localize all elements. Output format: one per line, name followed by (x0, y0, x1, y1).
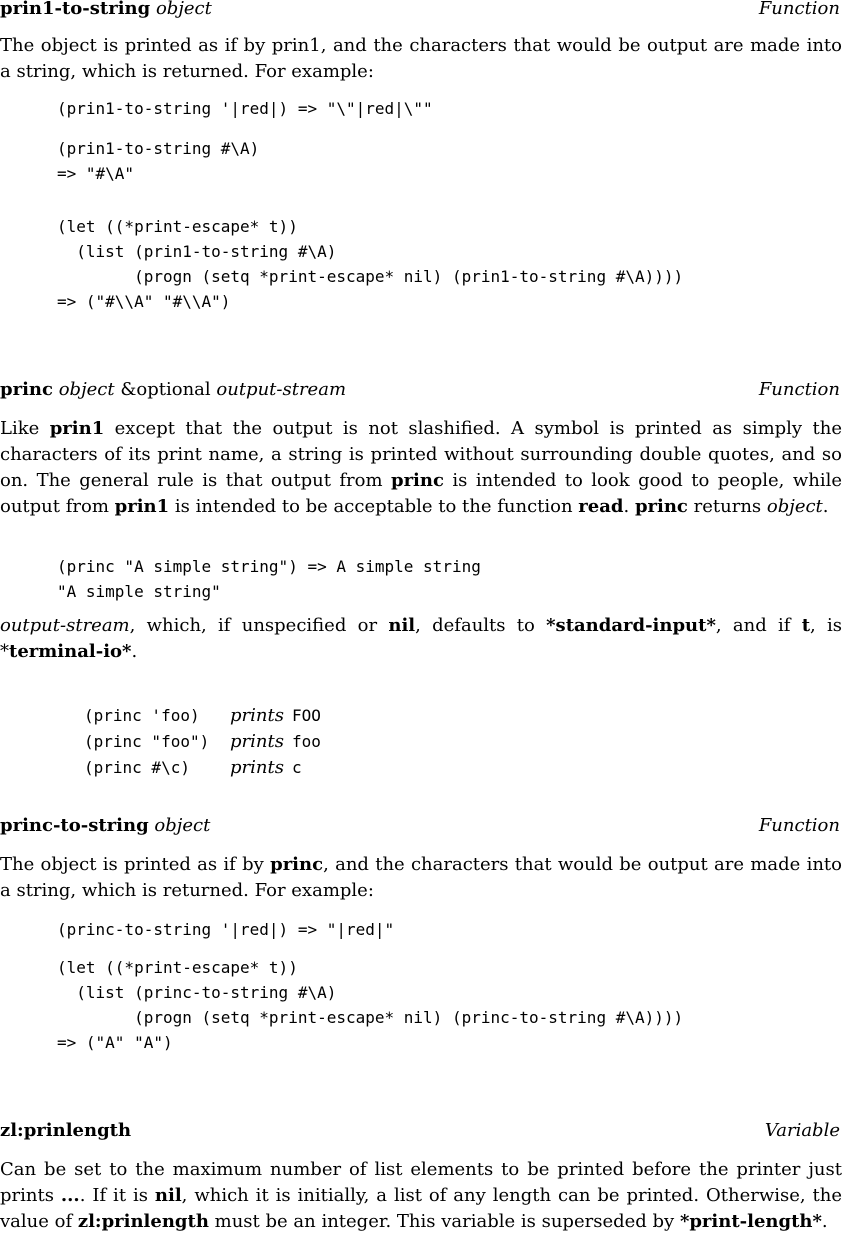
code-example: (let ((*print-escape* t)) (list (princ-to-string #\A) (progn (setq *print-escape* nil) (princ-to-string #\A)))) => ("A" "A") (57, 958, 684, 1052)
entry-kind: Function (758, 0, 840, 19)
lambda-keyword: &optional (120, 379, 211, 400)
function-name: prin1-to-string (0, 0, 151, 19)
description-princ-to-string: The object is printed as if by princ, and the characters that would be output are made into a string, which is returned. For example: (0, 854, 842, 901)
entry-header-princ-to-string (0, 814, 842, 838)
entry-kind: Function (758, 815, 840, 836)
code-example: (let ((*print-escape* t)) (list (prin1-to-string #\A) (progn (setq *print-escape* nil) (prin1-to-string #\A)))) => ("#\\A" "#\\A") (57, 217, 684, 311)
function-args: output-stream (216, 379, 347, 400)
example-row: (princ 'foo) prints FOO (84, 705, 321, 726)
code-example: (princ-to-string '|red|) => "|red|" (57, 920, 395, 939)
output-stream-note: output-stream, which, if unspecified or nil, defaults to *standard-input*, and if t, is *terminal-io*. (0, 615, 842, 662)
code-example: (prin1-to-string '|red|) => "\"|red|\"" (57, 99, 433, 118)
entry-kind: Function (758, 379, 840, 400)
example-row: (princ #\c) prints c (84, 757, 302, 778)
example-row: (princ "foo") prints foo (84, 731, 321, 752)
code-example: (prin1-to-string #\A) => "#\A" (57, 139, 260, 183)
variable-name: zl:prinlength (0, 1120, 132, 1141)
function-args: object (155, 0, 212, 19)
description-prin1-to-string: The object is printed as if by prin1, and the characters that would be output are made into a string, which is returned. For example: (0, 35, 842, 82)
code-example: (princ "A simple string") => A simple string "A simple string" (57, 557, 481, 601)
function-name: princ (0, 379, 53, 400)
function-args: object (154, 815, 211, 836)
function-name: princ-to-string (0, 815, 149, 836)
description-princ: Like prin1 except that the output is not slashified. A symbol is printed as simply the characters of its print name, a string is printed without surrounding double quotes, and so on. The general rule is that output from princ is intended to look good to people, while output from prin1 is intended to be acceptable to the function read. princ returns object. (0, 418, 842, 517)
entry-header-prin1-to-string (0, 0, 842, 21)
entry-kind: Variable (764, 1120, 840, 1141)
entry-header-princ (0, 378, 842, 402)
entry-header-zl-prinlength (0, 1119, 842, 1143)
description-zl-prinlength: Can be set to the maximum number of list elements to be printed before the printer just prints .... If it is nil, which it is initially, a list of any length can be printed. Otherwise, the value of zl:prinlength must be an integer. This variable is superseded by *print-length*. (0, 1159, 842, 1232)
function-args: object (58, 379, 115, 400)
